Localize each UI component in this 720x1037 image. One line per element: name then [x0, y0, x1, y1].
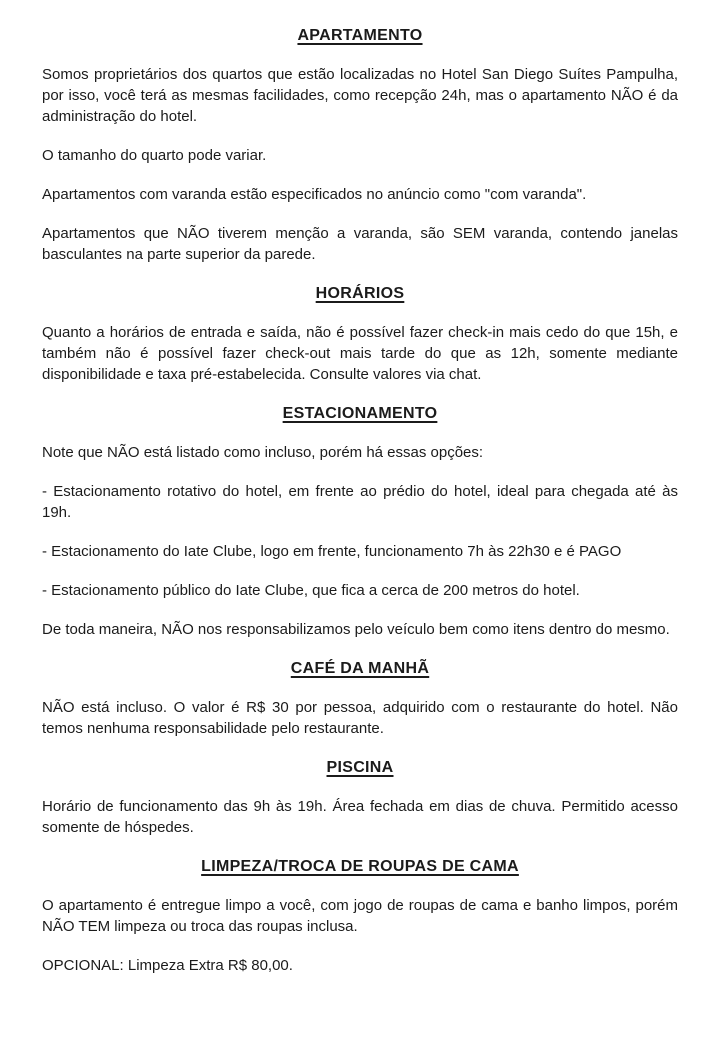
section-paragraphs — [42, 796, 678, 838]
document-section — [42, 25, 678, 265]
section-paragraphs — [42, 697, 678, 739]
paragraph: - Estacionamento público do Iate Clube, que fica a cerca de 200 metros do hotel. — [42, 582, 580, 599]
paragraph: O tamanho do quarto pode variar. — [42, 147, 267, 164]
paragraph: Somos proprietários dos quartos que estão localizadas no Hotel San Diego Suítes Pampulha, por isso, você terá as mesmas facilidades, como recepção 24h, mas o apartamento NÃO é da administração do hotel. — [42, 66, 678, 125]
paragraph: Apartamentos com varanda estão especificados no anúncio como "com varanda". — [42, 186, 587, 203]
document-section — [42, 856, 678, 976]
document-section — [42, 403, 678, 640]
section-paragraphs — [42, 895, 678, 976]
document-section — [42, 757, 678, 838]
paragraph: Apartamentos que NÃO tiverem menção a varanda, são SEM varanda, contendo janelas basculantes na parte superior da parede. — [42, 225, 678, 263]
section-heading: HORÁRIOS — [315, 285, 405, 302]
section-heading: ESTACIONAMENTO — [282, 405, 438, 422]
paragraph: - Estacionamento do Iate Clube, logo em frente, funcionamento 7h às 22h30 e é PAGO — [42, 543, 622, 560]
section-paragraphs — [42, 64, 678, 265]
section-heading: PISCINA — [326, 759, 394, 776]
section-heading: CAFÉ DA MANHÃ — [290, 660, 430, 677]
document-body — [42, 25, 678, 976]
section-heading: APARTAMENTO — [297, 27, 423, 44]
document-section — [42, 283, 678, 385]
document-section — [42, 658, 678, 739]
paragraph: - Estacionamento rotativo do hotel, em frente ao prédio do hotel, ideal para chegada até às 19h. — [42, 483, 678, 521]
paragraph: O apartamento é entregue limpo a você, com jogo de roupas de cama e banho limpos, porém NÃO TEM limpeza ou troca das roupas inclusa. — [42, 897, 678, 935]
paragraph: Horário de funcionamento das 9h às 19h. Área fechada em dias de chuva. Permitido acesso somente de hóspedes. — [42, 798, 678, 836]
paragraph: De toda maneira, NÃO nos responsabilizamos pelo veículo bem como itens dentro do mesmo. — [42, 621, 670, 638]
section-heading: LIMPEZA/TROCA DE ROUPAS DE CAMA — [201, 858, 519, 875]
paragraph: OPCIONAL: Limpeza Extra R$ 80,00. — [42, 957, 293, 974]
section-paragraphs — [42, 322, 678, 385]
paragraph: Quanto a horários de entrada e saída, não é possível fazer check-in mais cedo do que 15h, e também não é possível fazer check-out mais tarde do que as 12h, somente mediante disponibilidade e taxa pré-estabelecida. Consulte valores via chat. — [42, 324, 678, 383]
paragraph: Note que NÃO está listado como incluso, porém há essas opções: — [42, 444, 484, 461]
section-paragraphs — [42, 442, 678, 640]
paragraph: NÃO está incluso. O valor é R$ 30 por pessoa, adquirido com o restaurante do hotel. Não temos nenhuma responsabilidade pelo restaurante. — [42, 699, 678, 737]
